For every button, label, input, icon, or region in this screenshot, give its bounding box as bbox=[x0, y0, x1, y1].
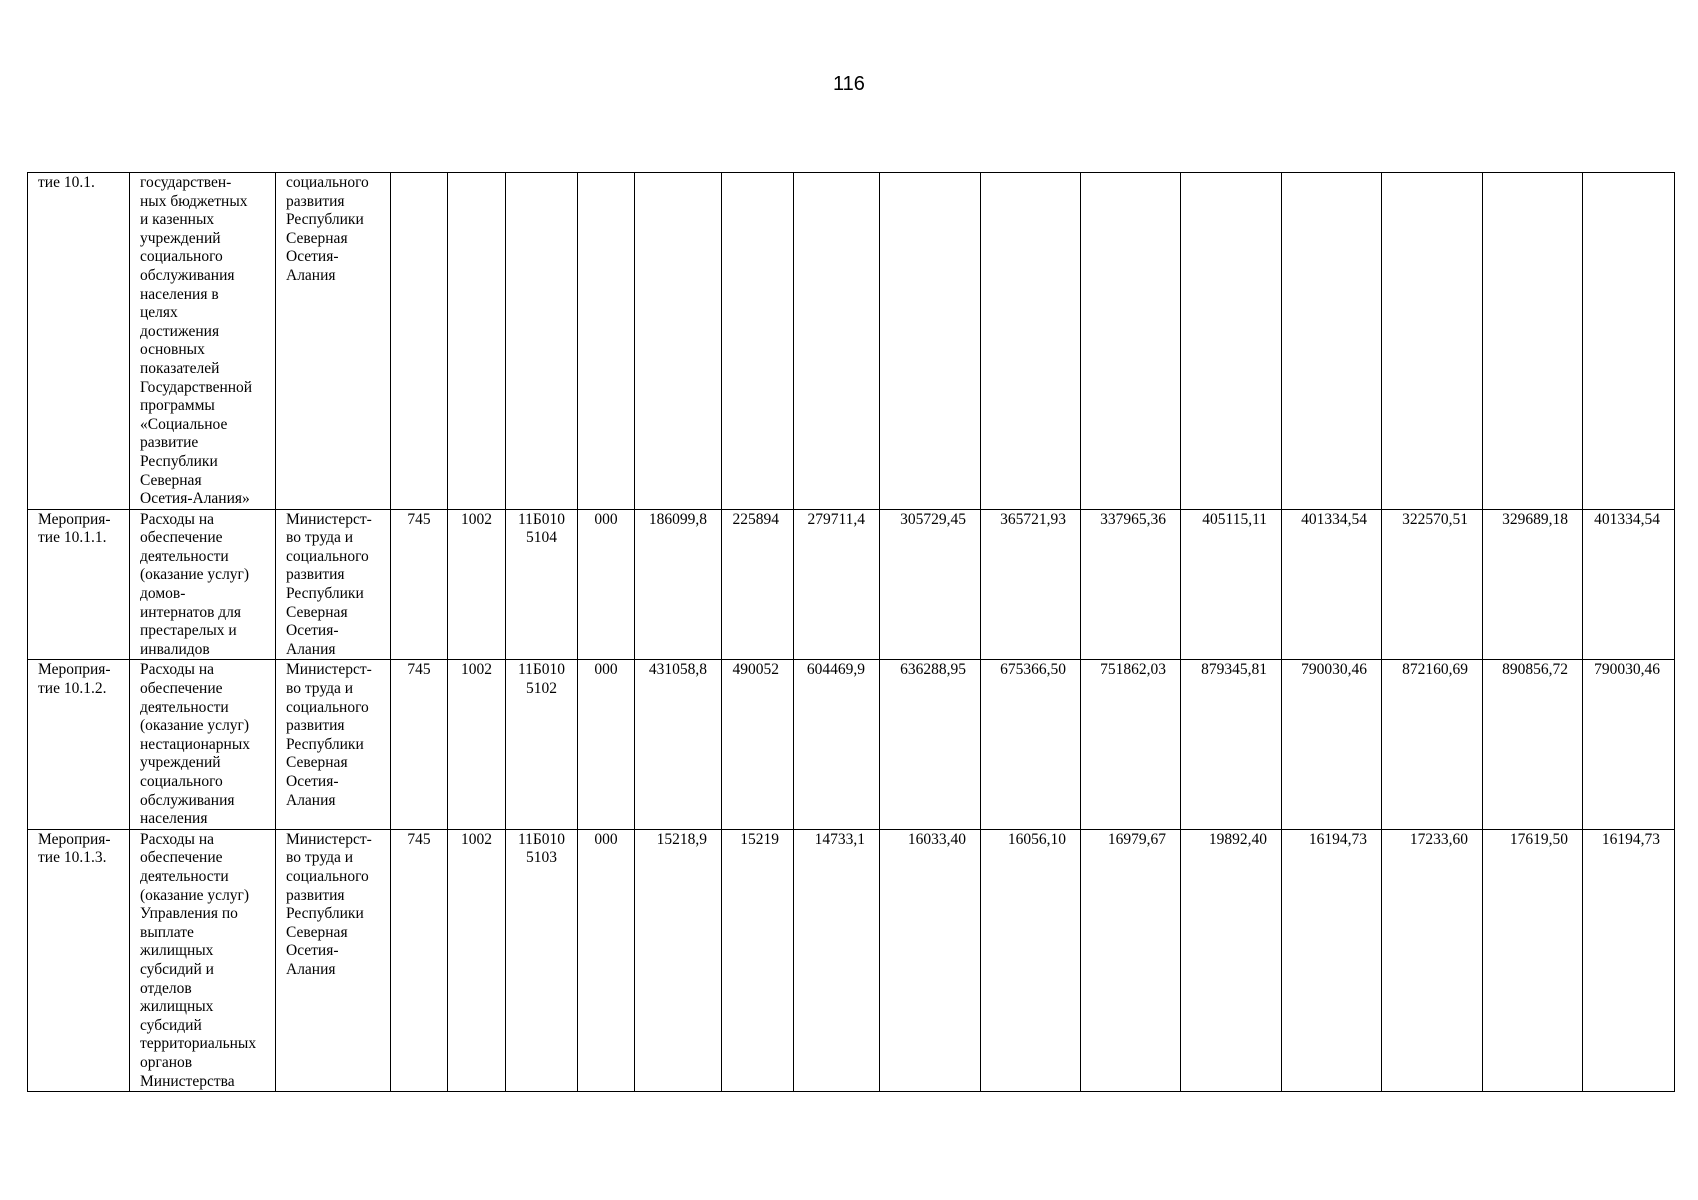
table-row bbox=[28, 173, 1675, 510]
value-cell: 751862,03 bbox=[1081, 660, 1181, 829]
value-cell: 15219 bbox=[722, 829, 794, 1091]
value-cell: 604469,9 bbox=[794, 660, 880, 829]
value-cell: 15218,9 bbox=[635, 829, 722, 1091]
grbs-cell bbox=[391, 173, 448, 510]
value-cell: 401334,54 bbox=[1282, 509, 1382, 660]
expense-type-cell: 000 bbox=[578, 509, 635, 660]
value-cell: 17619,50 bbox=[1483, 829, 1583, 1091]
value-cell bbox=[1282, 173, 1382, 510]
section-cell bbox=[448, 173, 506, 510]
value-cell: 879345,81 bbox=[1181, 660, 1282, 829]
value-cell bbox=[1181, 173, 1282, 510]
section-cell: 1002 bbox=[448, 660, 506, 829]
executor-cell: социального развития Республики Северная Осетия- Алания bbox=[276, 173, 391, 510]
value-cell: 322570,51 bbox=[1382, 509, 1483, 660]
value-cell: 675366,50 bbox=[981, 660, 1081, 829]
value-cell: 14733,1 bbox=[794, 829, 880, 1091]
executor-cell: Министерст- во труда и социального развития Республики Северная Осетия- Алания bbox=[276, 829, 391, 1091]
value-cell: 19892,40 bbox=[1181, 829, 1282, 1091]
target-article-cell: 11Б010 5104 bbox=[506, 509, 578, 660]
value-cell: 16033,40 bbox=[880, 829, 981, 1091]
value-cell: 305729,45 bbox=[880, 509, 981, 660]
value-cell: 401334,54 bbox=[1583, 509, 1675, 660]
value-cell bbox=[880, 173, 981, 510]
value-cell: 279711,4 bbox=[794, 509, 880, 660]
section-cell: 1002 bbox=[448, 509, 506, 660]
target-article-cell: 11Б010 5103 bbox=[506, 829, 578, 1091]
activity-code-cell: Мероприя- тие 10.1.3. bbox=[28, 829, 130, 1091]
table-row bbox=[28, 829, 1675, 1091]
value-cell bbox=[1483, 173, 1583, 510]
value-cell bbox=[1081, 173, 1181, 510]
value-cell bbox=[1583, 173, 1675, 510]
page-number: 116 bbox=[833, 73, 865, 95]
expense-type-cell: 000 bbox=[578, 660, 635, 829]
value-cell: 16056,10 bbox=[981, 829, 1081, 1091]
grbs-cell: 745 bbox=[391, 660, 448, 829]
budget-table bbox=[27, 172, 1675, 1092]
value-cell: 490052 bbox=[722, 660, 794, 829]
activity-name-cell: Расходы на обеспечение деятельности (оказание услуг) домов- интернатов для престарелых и инвалидов bbox=[130, 509, 276, 660]
value-cell: 16979,67 bbox=[1081, 829, 1181, 1091]
value-cell: 431058,8 bbox=[635, 660, 722, 829]
value-cell bbox=[1382, 173, 1483, 510]
value-cell: 365721,93 bbox=[981, 509, 1081, 660]
activity-code-cell: Мероприя- тие 10.1.2. bbox=[28, 660, 130, 829]
section-cell: 1002 bbox=[448, 829, 506, 1091]
value-cell: 636288,95 bbox=[880, 660, 981, 829]
activity-code-cell: Мероприя- тие 10.1.1. bbox=[28, 509, 130, 660]
executor-cell: Министерст- во труда и социального развития Республики Северная Осетия- Алания bbox=[276, 660, 391, 829]
value-cell: 872160,69 bbox=[1382, 660, 1483, 829]
expense-type-cell bbox=[578, 173, 635, 510]
value-cell bbox=[794, 173, 880, 510]
value-cell bbox=[981, 173, 1081, 510]
expense-type-cell: 000 bbox=[578, 829, 635, 1091]
grbs-cell: 745 bbox=[391, 829, 448, 1091]
value-cell: 225894 bbox=[722, 509, 794, 660]
executor-cell: Министерст- во труда и социального развития Республики Северная Осетия- Алания bbox=[276, 509, 391, 660]
target-article-cell bbox=[506, 173, 578, 510]
value-cell: 337965,36 bbox=[1081, 509, 1181, 660]
value-cell: 16194,73 bbox=[1282, 829, 1382, 1091]
value-cell: 186099,8 bbox=[635, 509, 722, 660]
activity-name-cell: государствен- ных бюджетных и казенных учреждений социального обслуживания населения в целях достижения основных показателей Государственной программы «Социальное развитие Республики Северная Осетия-Алания» bbox=[130, 173, 276, 510]
table-row bbox=[28, 509, 1675, 660]
value-cell: 405115,11 bbox=[1181, 509, 1282, 660]
grbs-cell: 745 bbox=[391, 509, 448, 660]
activity-code-cell: тие 10.1. bbox=[28, 173, 130, 510]
value-cell: 790030,46 bbox=[1583, 660, 1675, 829]
value-cell: 329689,18 bbox=[1483, 509, 1583, 660]
value-cell: 16194,73 bbox=[1583, 829, 1675, 1091]
value-cell: 890856,72 bbox=[1483, 660, 1583, 829]
value-cell bbox=[635, 173, 722, 510]
value-cell: 17233,60 bbox=[1382, 829, 1483, 1091]
table-row bbox=[28, 660, 1675, 829]
value-cell bbox=[722, 173, 794, 510]
activity-name-cell: Расходы на обеспечение деятельности (оказание услуг) Управления по выплате жилищных субсидий и отделов жилищных субсидий территориальных органов Министерства bbox=[130, 829, 276, 1091]
target-article-cell: 11Б010 5102 bbox=[506, 660, 578, 829]
activity-name-cell: Расходы на обеспечение деятельности (оказание услуг) нестационарных учреждений социального обслуживания населения bbox=[130, 660, 276, 829]
value-cell: 790030,46 bbox=[1282, 660, 1382, 829]
